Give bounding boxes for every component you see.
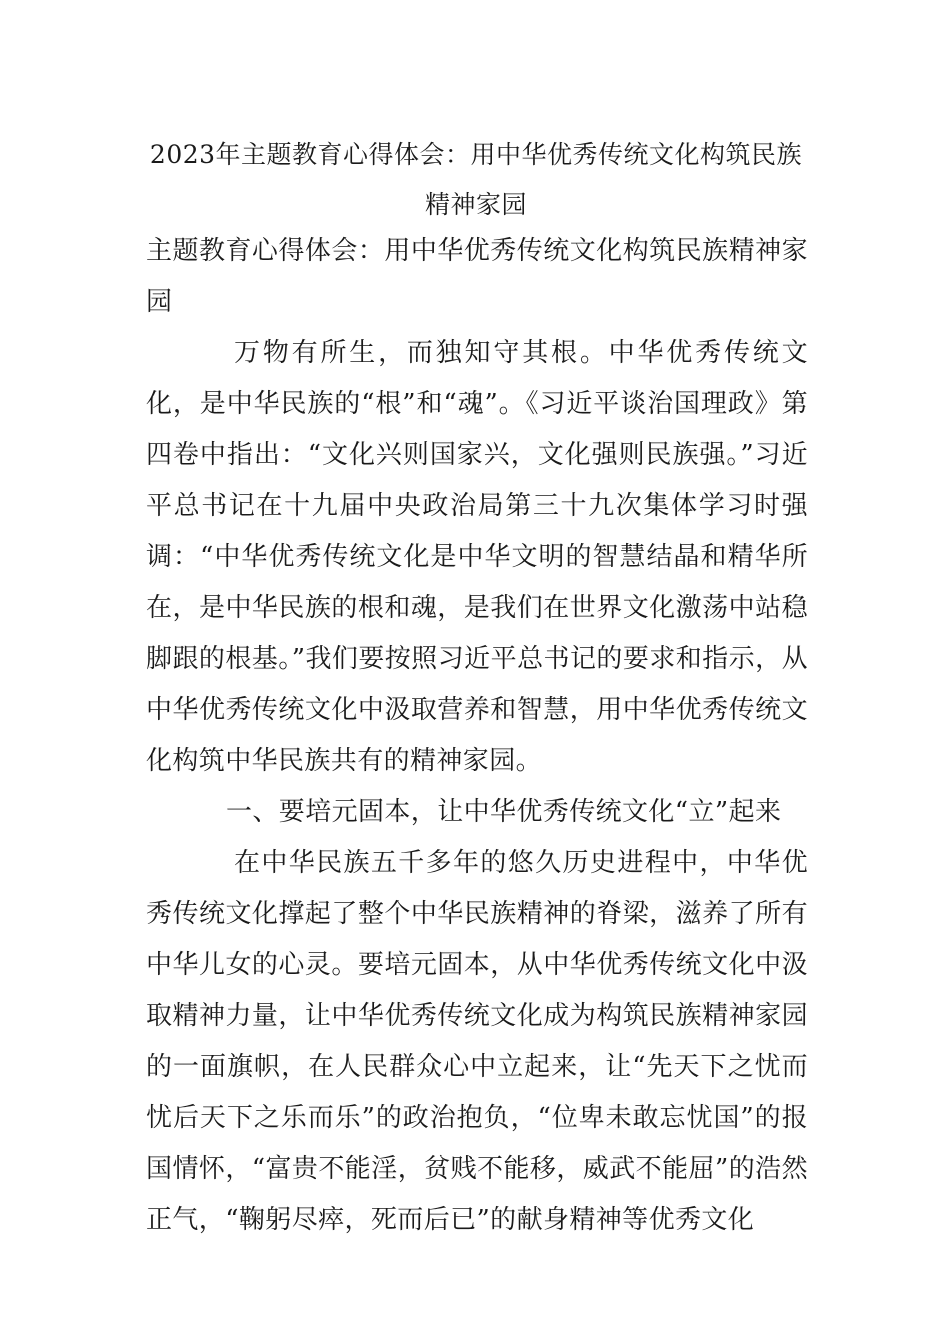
document-subtitle: 主题教育心得体会：用中华优秀传统文化构筑民族精神家园 bbox=[146, 236, 808, 317]
document-title: 2023年主题教育心得体会：用中华优秀传统文化构筑民族精神家园 bbox=[149, 140, 803, 219]
section-heading-1: 一、要培元固本，让中华优秀传统文化“立”起来 bbox=[226, 797, 782, 827]
document-body bbox=[146, 226, 808, 1246]
paragraph-2: 在中华民族五千多年的悠久历史进程中，中华优秀传统文化撑起了整个中华民族精神的脊梁，滋养了所有中华儿女的心灵。要培元固本，从中华优秀传统文化中汲取精神力量，让中华优秀传统文化成为构筑民族精神家园的一面旗帜，在人民群众心中立起来，让“先天下之忧而忧后天下之乐而乐”的政治抱负，“位卑未敢忘忧国”的报国情怀，“富贵不能淫，贫贱不能移，威武不能屈”的浩然正气，“鞠躬尽瘁，死而后已”的献身精神等优秀文化 bbox=[146, 848, 808, 1235]
paragraph-1: 万物有所生，而独知守其根。中华优秀传统文化，是中华民族的“根”和“魂”。《习近平谈治国理政》第四卷中指出：“文化兴则国家兴，文化强则民族强。”习近平总书记在十九届中央政治局第三十九次集体学习时强调：“中华优秀传统文化是中华文明的智慧结晶和精华所在，是中华民族的根和魂，是我们在世界文化激荡中站稳脚跟的根基。”我们要按照习近平总书记的要求和指示，从中华优秀传统文化中汲取营养和智慧，用中华优秀传统文化构筑中华民族共有的精神家园。 bbox=[146, 338, 808, 776]
